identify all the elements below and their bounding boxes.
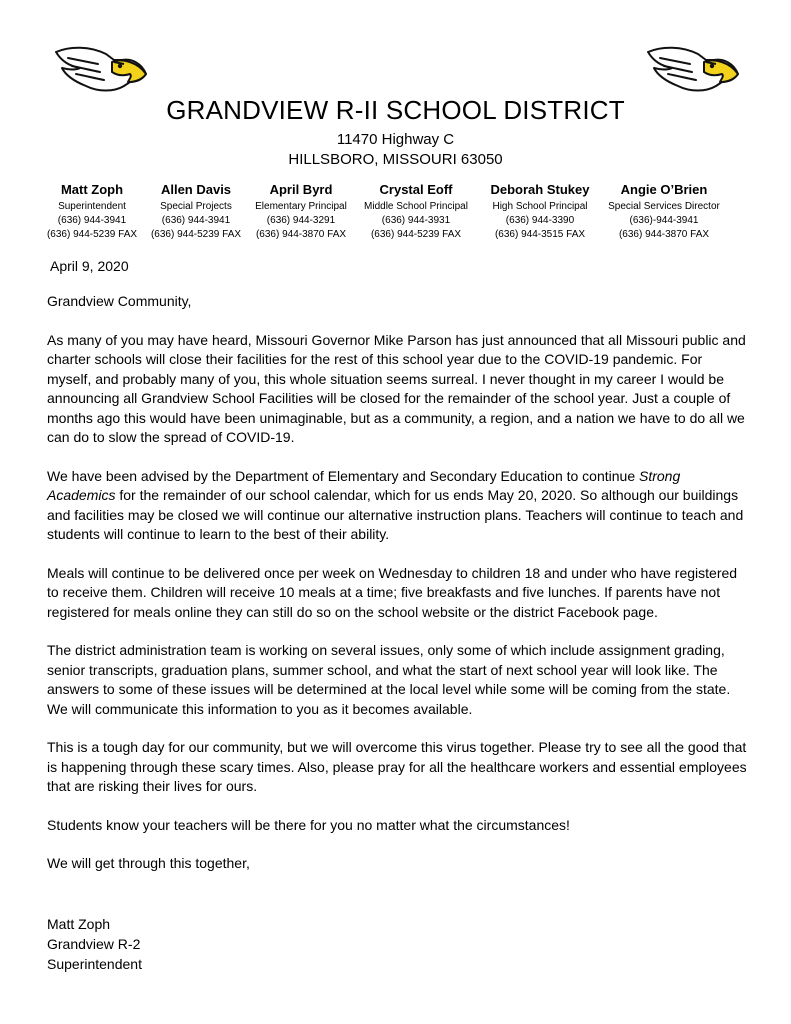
letter-body bbox=[47, 292, 747, 893]
staff-angie-obrien bbox=[602, 183, 726, 242]
staff-phone: (636) 944-3390 bbox=[505, 215, 575, 226]
staff-role: Middle School Principal bbox=[364, 201, 468, 212]
staff-deborah-stukey bbox=[484, 183, 596, 242]
paragraph-admin: The district administration team is working on several issues, only some of which include assignment grading, senior transcripts, graduation plans, summer school, and what the start of next school year will look like. The answers to some of these issues will be determined at the local level while some will be coming from the state. We will communicate this information to you as it becomes available. bbox=[47, 642, 731, 717]
paragraph-meals: Meals will continue to be delivered once per week on Wednesday to children 18 and under who have registered to receive them. Children will receive 10 meals at a time; five breakfasts and five lunches. If parents have not registered for meals online they can still do so on the school website or the district Facebook page. bbox=[47, 564, 738, 620]
staff-role: High School Principal bbox=[492, 201, 588, 212]
staff-role: Special Services Director bbox=[608, 201, 720, 212]
paragraph-students: Students know your teachers will be there for you no matter what the circumstances! bbox=[47, 816, 570, 833]
strong-academics-emphasis: Strong Academics bbox=[47, 467, 681, 503]
staff-name: Deborah Stukey bbox=[490, 182, 590, 197]
staff-role: Special Projects bbox=[160, 201, 232, 212]
staff-fax: (636) 944-5239 FAX bbox=[370, 229, 462, 240]
staff-name: Matt Zoph bbox=[60, 182, 124, 197]
signature-name: Matt Zoph bbox=[47, 916, 111, 932]
staff-phone: (636)-944-3941 bbox=[629, 215, 699, 226]
paragraph-academics bbox=[47, 467, 747, 545]
paragraph-closure: As many of you may have heard, Missouri Governor Mike Parson has just announced that all Missouri public and charter schools will close their facilities for the rest of this school year due to the COVID-19 pandemic. For myself, and probably many of you, this whole situation seems surreal. I never thought in my career I would be announcing all Grandview School Facilities will be closed for the remainder of the school year. Just a couple of months ago this would have been unimaginable, but as a community, a region, and a nation we have to do all we can do to slow the spread of COVID-19. bbox=[47, 331, 746, 445]
address-street: 11470 Highway C bbox=[336, 131, 455, 148]
staff-fax: (636) 944-5239 FAX bbox=[150, 229, 242, 240]
staff-phone: (636) 944-3941 bbox=[57, 215, 127, 226]
paragraph-closing: We will get through this together, bbox=[47, 855, 250, 871]
salutation: Grandview Community, bbox=[47, 293, 192, 309]
staff-fax: (636) 944-3870 FAX bbox=[255, 229, 347, 240]
staff-name: Crystal Eoff bbox=[379, 182, 453, 197]
staff-april-byrd bbox=[250, 183, 352, 242]
staff-fax: (636) 944-5239 FAX bbox=[46, 229, 138, 240]
staff-name: Angie O’Brien bbox=[620, 182, 708, 197]
staff-fax: (636) 944-3515 FAX bbox=[494, 229, 586, 240]
staff-matt-zoph bbox=[42, 183, 142, 242]
signature-org: Grandview R-2 bbox=[47, 936, 141, 952]
paragraph-text: for the remainder of our school calendar, which for us ends May 20, 2020. So although our buildings and facilities may be closed we will continue our alternative instruction plans. Teachers will continue to teach and students will continue to learn to the best of their ability. bbox=[47, 487, 744, 542]
eagle-logo-left-icon bbox=[50, 42, 150, 100]
eagle-logo-right-icon bbox=[642, 42, 742, 100]
district-title: GRANDVIEW R-II SCHOOL DISTRICT bbox=[166, 95, 625, 125]
staff-name: Allen Davis bbox=[160, 182, 232, 197]
paragraph-text: We have been advised by the Department of Elementary and Secondary Education to continue bbox=[47, 467, 639, 484]
staff-phone: (636) 944-3931 bbox=[381, 215, 451, 226]
signature-title: Superintendent bbox=[47, 956, 142, 972]
staff-role: Superintendent bbox=[58, 201, 126, 212]
staff-crystal-eoff bbox=[358, 183, 474, 242]
staff-fax: (636) 944-3870 FAX bbox=[618, 229, 710, 240]
staff-allen-davis bbox=[146, 183, 246, 242]
staff-role: Elementary Principal bbox=[255, 201, 347, 212]
staff-phone: (636) 944-3941 bbox=[161, 215, 231, 226]
staff-phone: (636) 944-3291 bbox=[266, 215, 336, 226]
paragraph-community: This is a tough day for our community, but we will overcome this virus together. Please try to see all the good that is happening through these scary times. Also, please pray for all the healthcare workers and essential employees that are risking their lives for ours. bbox=[47, 739, 747, 794]
staff-name: April Byrd bbox=[269, 182, 333, 197]
address-city: HILLSBORO, MISSOURI 63050 bbox=[288, 151, 503, 168]
letter-date: April 9, 2020 bbox=[50, 258, 129, 274]
signature-block bbox=[47, 914, 142, 974]
